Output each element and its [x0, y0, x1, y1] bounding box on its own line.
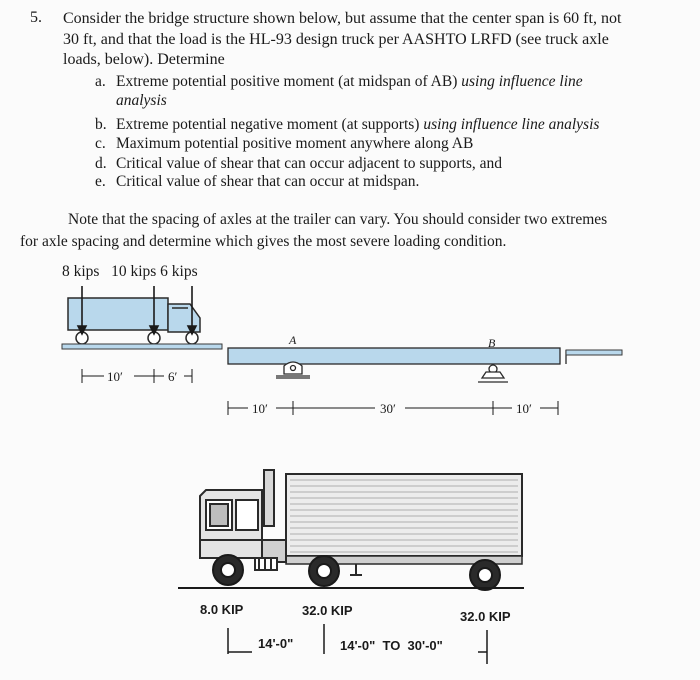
intro-line-2: 30 ft, and that the load is the HL-93 design truck per AASHTO LRFD (see truck axle: [63, 31, 609, 48]
intro-line-3: loads, below). Determine: [63, 51, 225, 68]
item-a-main: Extreme potential positive moment (at midspan of AB): [116, 73, 462, 90]
tractor-cab-icon: [200, 470, 286, 570]
item-d-letter: d.: [95, 155, 107, 172]
problem-number: 5.: [30, 9, 42, 26]
item-a-letter: a.: [95, 73, 106, 90]
span-right-dim: 10′: [516, 401, 532, 416]
support-a-label: A: [289, 333, 297, 347]
load-mid-label: 32.0 KIP: [302, 603, 353, 618]
item-a-cont-text: analysis: [116, 92, 167, 109]
item-d-text: Critical value of shear that can occur adjacent to supports, and: [116, 155, 503, 172]
axle-spacing-1: 14'-0": [258, 636, 294, 651]
item-e-letter: e.: [95, 173, 106, 190]
note-line-2: for axle spacing and determine which gives the most severe loading condition.: [20, 233, 507, 250]
item-c-text: Maximum potential positive moment anywhere along AB: [116, 135, 474, 152]
truck-spacing-2: 6′: [168, 369, 178, 384]
load-rear-label: 32.0 KIP: [460, 609, 511, 624]
item-e-text: Critical value of shear that can occur at midspan.: [116, 173, 420, 190]
axle-spacing-2: 14'-0" TO 30'-0": [340, 638, 443, 653]
truck-spacing-1: 10′: [107, 369, 123, 384]
support-b-label: B: [488, 336, 496, 350]
axle-loads-label: 8 kips 10 kips 6 kips: [62, 263, 198, 280]
item-b-main: Extreme potential negative moment (at supports): [116, 116, 424, 133]
item-a-italic: using influence line: [461, 73, 583, 90]
span-center-dim: 30′: [380, 401, 396, 416]
load-front-label: 8.0 KIP: [200, 602, 244, 617]
item-b-letter: b.: [95, 116, 107, 133]
intro-line-1: Consider the bridge structure shown below, but assume that the center span is 60 ft, not: [63, 10, 622, 27]
item-b-italic: using influence line analysis: [423, 116, 600, 133]
span-left-dim: 10′: [252, 401, 268, 416]
note-line-1: Note that the spacing of axles at the trailer can vary. You should consider two extremes: [68, 211, 608, 228]
item-c-letter: c.: [95, 135, 106, 152]
